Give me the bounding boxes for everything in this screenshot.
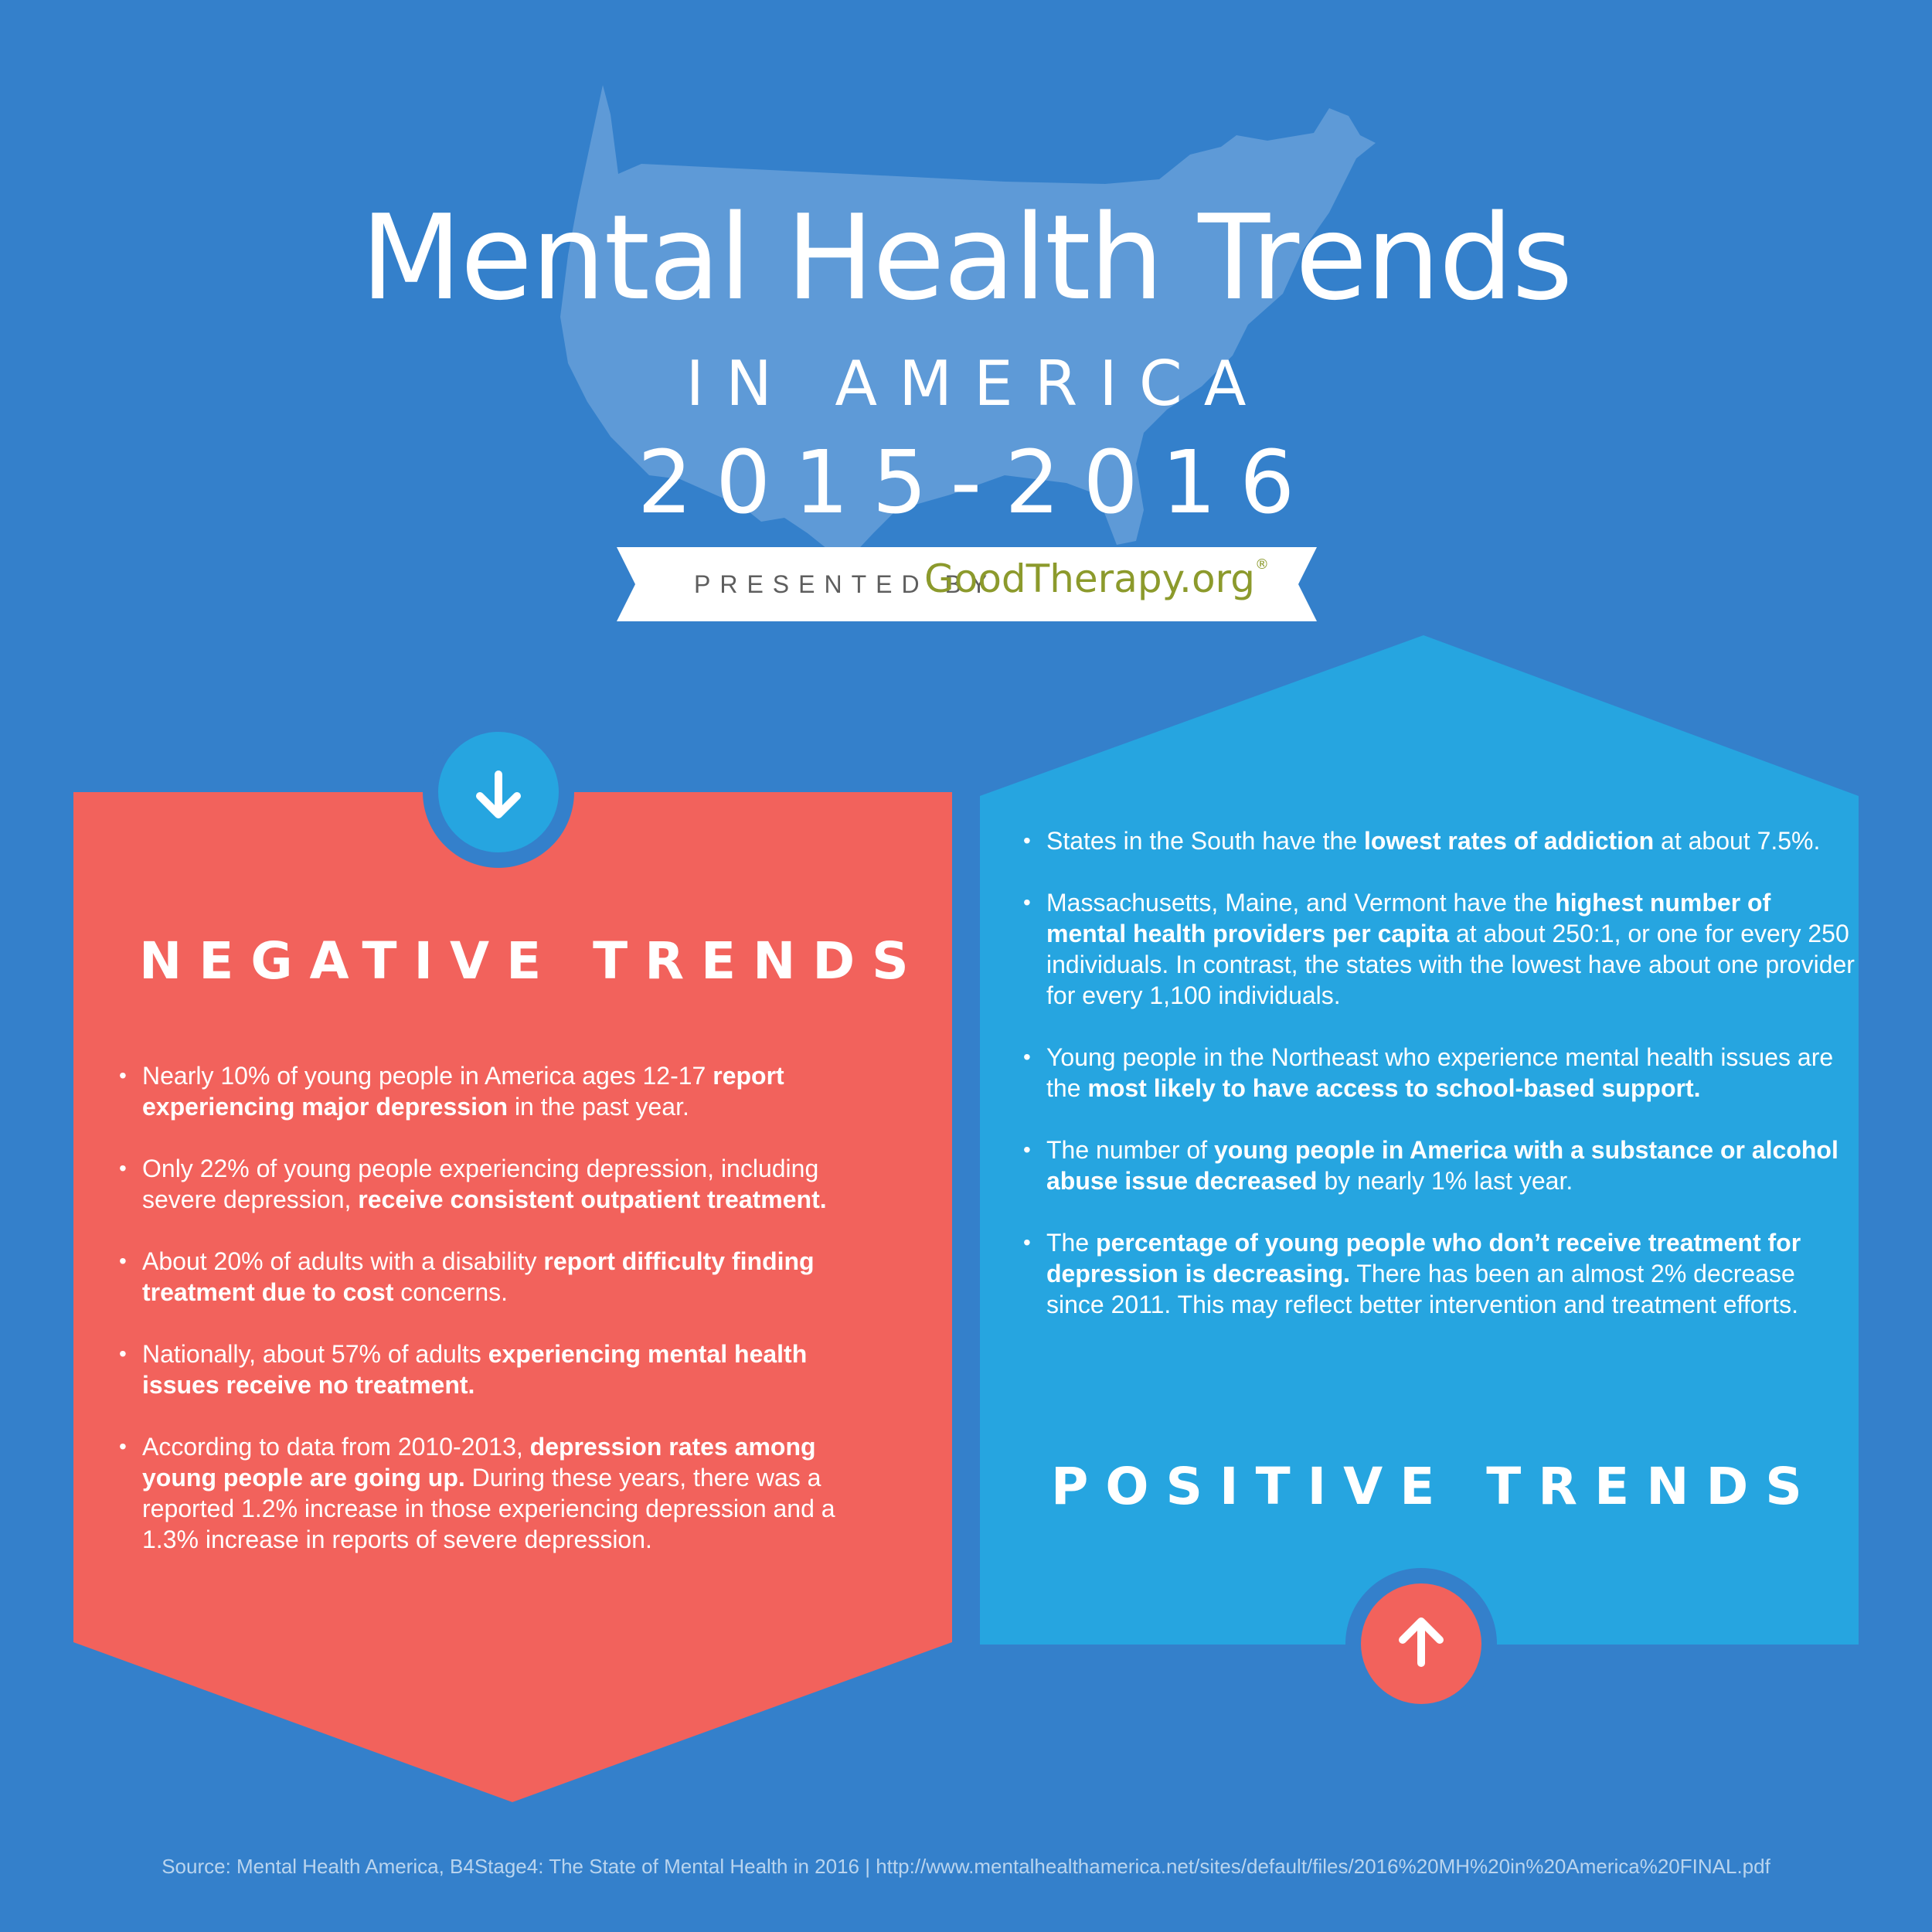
page-title: Mental Health Trends: [360, 189, 1572, 326]
brand-name: GoodTherapy.org: [924, 556, 1255, 601]
positive-trends-list: [998, 825, 1856, 1351]
list-item: • According to data from 2010-2013, depression rates among young people are going up. During these years, there was a reported 1.2% increase in those experiencing depression and a 1.3% increase in reports of severe depression.: [94, 1431, 890, 1555]
list-item: • Nationally, about 57% of adults experiencing mental health issues receive no treatment.: [94, 1338, 890, 1400]
source-citation: Source: Mental Health America, B4Stage4: The State of Mental Health in 2016 | http://www.mentalhealthamerica.net/sites/default/files/2016%20MH%20in%20America%20FINAL.pdf: [162, 1855, 1770, 1878]
negative-trends-list: [94, 1060, 890, 1586]
positive-badge: [1345, 1568, 1497, 1719]
subtitle: IN AMERICA: [685, 348, 1268, 420]
list-item: • Young people in the Northeast who experience mental health issues are the most likely to have access to school-based support.: [998, 1042, 1856, 1104]
presented-by-label: PRESENTED BY: [694, 570, 997, 598]
list-item: • The number of young people in America with a substance or alcohol abuse issue decreased by nearly 1% last year.: [998, 1134, 1856, 1196]
negative-trends-heading: NEGATIVE TRENDS: [139, 931, 926, 991]
year-range: 2015-2016: [637, 433, 1318, 533]
list-item: • Only 22% of young people experiencing depression, including severe depression, receive consistent outpatient treatment.: [94, 1153, 890, 1215]
list-item: • Massachusetts, Maine, and Vermont have the highest number of mental health providers per capita at about 250:1, or one for every 250 individuals. In contrast, the states with the lowest have about one provider for every 1,100 individuals.: [998, 887, 1856, 1011]
list-item: • The percentage of young people who don’t receive treatment for depression is decreasing. There has been an almost 2% decrease since 2011. This may reflect better intervention and treatment efforts.: [998, 1227, 1856, 1320]
negative-badge: [423, 716, 574, 868]
list-item: • About 20% of adults with a disability report difficulty finding treatment due to cost concerns.: [94, 1246, 890, 1308]
list-item: • States in the South have the lowest rates of addiction at about 7.5%.: [998, 825, 1856, 856]
list-item: • Nearly 10% of young people in America ages 12-17 report experiencing major depression in the past year.: [94, 1060, 890, 1122]
positive-trends-heading: POSITIVE TRENDS: [1051, 1457, 1819, 1516]
brand-registered-mark: ®: [1254, 556, 1269, 573]
